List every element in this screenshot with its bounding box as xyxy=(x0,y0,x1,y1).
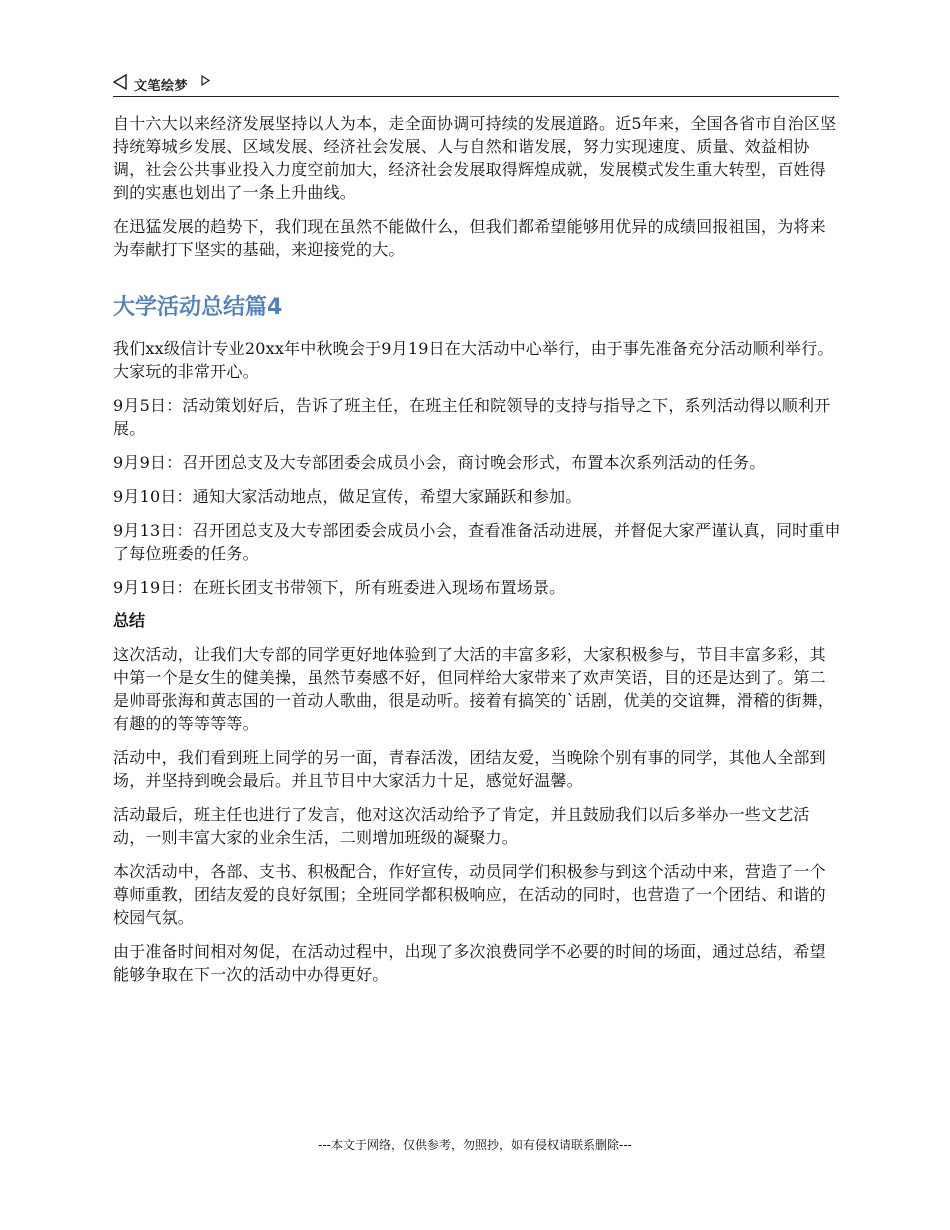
summary-paragraph: 由于准备时间相对匆促，在活动过程中，出现了多次浪费同学不必要的时间的场面，通过总结，希望能够争取在下一次的活动中办得更好。 xyxy=(113,942,826,984)
left-triangle-icon xyxy=(113,74,127,90)
section-paragraph: 我们xx级信计专业20xx年中秋晚会于9月19日在大活动中心举行，由于事先准备充分活动顺利举行。大家玩的非常开心。 xyxy=(113,339,834,381)
summary-paragraph: 这次活动，让我们大专部的同学更好地体验到了大活的丰富多彩，大家积极参与，节目丰富多彩，其中第一个是女生的健美操，虽然节奏感不好，但同样给大家带来了欢声笑语，目的还是达到了。第二是帅哥张海和黄志国的一首动人歌曲，很是动听。接着有搞笑的`话剧，优美的交谊舞，滑稽的街舞，有趣的的等等等等。 xyxy=(113,645,835,733)
header-brand: 文笔绘梦 xyxy=(134,79,189,94)
document-body xyxy=(113,112,841,997)
page-footer: ---本文于网络，仅供参考，勿照抄，如有侵权请联系删除--- xyxy=(318,1138,632,1152)
timeline-paragraph: 9月19日：在班长团支书带领下，所有班委进入现场布置场景。 xyxy=(113,578,566,597)
timeline-paragraph: 9月9日：召开团总支及大专部团委会成员小会，商讨晚会形式，布置本次系列活动的任务。 xyxy=(113,453,766,472)
timeline-paragraph: 9月13日：召开团总支及大专部团委会成员小会，查看准备活动进展，并督促大家严谨认真，同时重申了每位班委的任务。 xyxy=(113,521,841,563)
timeline-paragraph: 9月10日：通知大家活动地点，做足宣传，希望大家踊跃和参加。 xyxy=(113,487,582,506)
intro-paragraph: 自十六大以来经济发展坚持以人为本，走全面协调可持续的发展道路。近5年来，全国各省市自治区坚持统筹城乡发展、区域发展、经济社会发展、人与自然和谐发展，努力实现速度、质量、效益相协调，社会公共事业投入力度空前加大，经济社会发展取得辉煌成就，发展模式发生重大转型，百姓得到的实惠也划出了一条上升曲线。 xyxy=(113,114,837,202)
intro-paragraph: 在迅猛发展的趋势下，我们现在虽然不能做什么，但我们都希望能够用优异的成绩回报祖国，为将来为奉献打下坚实的基础，来迎接党的大。 xyxy=(113,217,826,259)
timeline-paragraph: 9月5日：活动策划好后，告诉了班主任，在班主任和院领导的支持与指导之下，系列活动得以顺利开展。 xyxy=(113,396,831,438)
section-title: 大学活动总结篇4 xyxy=(113,295,283,320)
right-triangle-icon xyxy=(201,75,210,86)
page-header xyxy=(113,72,839,97)
summary-heading: 总结 xyxy=(113,611,146,630)
summary-paragraph: 活动中，我们看到班上同学的另一面，青春活泼，团结友爱，当晚除个别有事的同学，其他人全部到场，并坚持到晚会最后。并且节目中大家活力十足，感觉好温馨。 xyxy=(113,748,826,790)
summary-paragraph: 活动最后，班主任也进行了发言，他对这次活动给予了肯定，并且鼓励我们以后多举办一些文艺活动，一则丰富大家的业余生活，二则增加班级的凝聚力。 xyxy=(113,805,810,847)
summary-paragraph: 本次活动中，各部、支书、积极配合，作好宣传，动员同学们积极参与到这个活动中来，营造了一个尊师重教，团结友爱的良好氛围；全班同学都积极响应，在活动的同时，也营造了一个团结、和谐的校园气氛。 xyxy=(113,862,826,927)
